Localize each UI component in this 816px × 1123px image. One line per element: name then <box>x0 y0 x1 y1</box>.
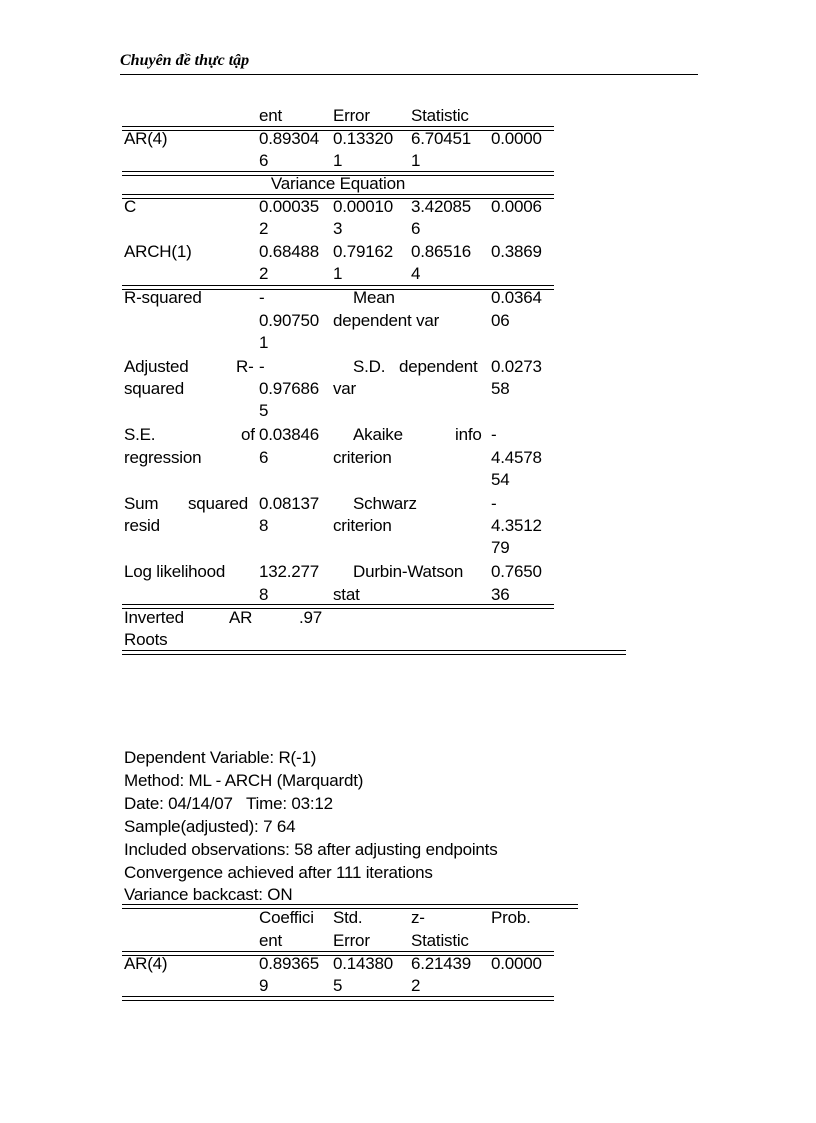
sd-dep-label-b: dependent <box>399 357 478 376</box>
variance-equation-title: Variance Equation <box>270 174 406 193</box>
header-rule <box>120 74 698 75</box>
ar4-se: 0.13320 <box>333 129 394 148</box>
aic-label-cont: criterion <box>333 448 392 467</box>
c-stat: 3.42085 <box>411 197 472 216</box>
stat-label-se: S.E. <box>124 425 156 444</box>
sd-dep-label-cont: var <box>333 379 357 398</box>
arch1-prob: 0.3869 <box>491 242 542 261</box>
c-coef: 0.00035 <box>259 197 320 216</box>
dw-val-cont: 36 <box>491 585 510 604</box>
row-label-c: C <box>124 197 137 216</box>
sd-dep-label: S.D. <box>353 357 386 376</box>
ssr-val: 0.08137 <box>259 494 320 513</box>
roots-val: .97 <box>299 608 323 627</box>
t2-header-coef-cont: ent <box>259 931 283 950</box>
dw-label-cont: stat <box>333 585 360 604</box>
t2-row-label-ar4: AR(4) <box>124 954 168 973</box>
info-method: Method: ML - ARCH (Marquardt) <box>124 771 364 790</box>
stat-label-ssr: Sum <box>124 494 159 513</box>
aic-label-b: info <box>455 425 482 444</box>
sic-label: Schwarz <box>353 494 417 513</box>
se-val-cont: 6 <box>259 448 269 467</box>
ar4-coef-cont: 6 <box>259 151 269 170</box>
ar4-stat-cont: 1 <box>411 151 421 170</box>
stat-label-ssr-cont: resid <box>124 516 160 535</box>
mean-dep-val-cont: 06 <box>491 311 510 330</box>
arch1-se-cont: 1 <box>333 264 343 283</box>
ar4-prob: 0.0000 <box>491 129 542 148</box>
ll-val-cont: 8 <box>259 585 269 604</box>
ll-val: 132.277 <box>259 562 320 581</box>
sic-val-sign: - <box>491 494 497 513</box>
ar4-stat: 6.70451 <box>411 129 472 148</box>
t2-header-se: Std. <box>333 908 363 927</box>
aic-val-cont: 54 <box>491 470 510 489</box>
stat-label-adjr2-cont: squared <box>124 379 185 398</box>
se-val: 0.03846 <box>259 425 320 444</box>
mean-dep-label-cont: dependent var <box>333 311 440 330</box>
row-label-ar4: AR(4) <box>124 129 168 148</box>
dw-label: Durbin-Watson <box>353 562 464 581</box>
info-variance-backcast: Variance backcast: ON <box>124 885 293 904</box>
t2-header-coef: Coeffici <box>259 908 314 927</box>
arch1-coef-cont: 2 <box>259 264 269 283</box>
col-header-stat: Statistic <box>411 106 469 125</box>
stat-label-ll: Log likelihood <box>124 562 226 581</box>
ar4-coef: 0.89304 <box>259 129 320 148</box>
table-rule <box>122 650 626 655</box>
ssr-val-cont: 8 <box>259 516 269 535</box>
col-header-se: Error <box>333 106 370 125</box>
info-dependent-variable: Dependent Variable: R(-1) <box>124 748 317 767</box>
r2-val-sign: - <box>259 288 265 307</box>
adjr2-val-sign: - <box>259 357 265 376</box>
info-date-time: Date: 04/14/07 Time: 03:12 <box>124 794 333 813</box>
sd-dep-val: 0.0273 <box>491 357 542 376</box>
sic-val: 4.3512 <box>491 516 542 535</box>
arch1-coef: 0.68488 <box>259 242 320 261</box>
aic-val: 4.4578 <box>491 448 542 467</box>
ar4-se-cont: 1 <box>333 151 343 170</box>
c-prob: 0.0006 <box>491 197 542 216</box>
t2-ar4-se: 0.14380 <box>333 954 394 973</box>
info-sample: Sample(adjusted): 7 64 <box>124 817 296 836</box>
sd-dep-val-cont: 58 <box>491 379 510 398</box>
c-se: 0.00010 <box>333 197 394 216</box>
aic-label: Akaike <box>353 425 403 444</box>
t2-ar4-se-cont: 5 <box>333 976 343 995</box>
mean-dep-val: 0.0364 <box>491 288 542 307</box>
roots-label: Inverted <box>124 608 184 627</box>
t2-ar4-coef-cont: 9 <box>259 976 269 995</box>
sic-val-cont: 79 <box>491 538 510 557</box>
stat-label-ssr-b: squared <box>188 494 249 513</box>
stat-label-r2: R-squared <box>124 288 202 307</box>
t2-header-prob: Prob. <box>491 908 531 927</box>
stat-label-adjr2: Adjusted <box>124 357 189 376</box>
arch1-stat-cont: 4 <box>411 264 421 283</box>
stat-label-se-cont: regression <box>124 448 202 467</box>
page-header-title: Chuyên đề thực tập <box>120 52 250 69</box>
roots-label-ar: AR <box>229 608 253 627</box>
info-convergence: Convergence achieved after 111 iterations <box>124 863 433 882</box>
arch1-stat: 0.86516 <box>411 242 472 261</box>
t2-ar4-stat-cont: 2 <box>411 976 421 995</box>
stat-label-adjr2-r: R- <box>236 357 254 376</box>
t2-header-se-cont: Error <box>333 931 370 950</box>
t2-header-stat: z- <box>411 908 425 927</box>
table-rule <box>122 604 554 609</box>
c-coef-cont: 2 <box>259 219 269 238</box>
t2-ar4-coef: 0.89365 <box>259 954 320 973</box>
row-label-arch1: ARCH(1) <box>124 242 192 261</box>
sic-label-cont: criterion <box>333 516 392 535</box>
adjr2-val-cont: 5 <box>259 401 269 420</box>
r2-val: 0.90750 <box>259 311 320 330</box>
c-stat-cont: 6 <box>411 219 421 238</box>
c-se-cont: 3 <box>333 219 343 238</box>
info-observations: Included observations: 58 after adjusting endpoints <box>124 840 498 859</box>
roots-label-cont: Roots <box>124 630 168 649</box>
adjr2-val: 0.97686 <box>259 379 320 398</box>
arch1-se: 0.79162 <box>333 242 394 261</box>
t2-ar4-stat: 6.21439 <box>411 954 472 973</box>
mean-dep-label: Mean <box>353 288 395 307</box>
t2-ar4-prob: 0.0000 <box>491 954 542 973</box>
aic-val-sign: - <box>491 425 497 444</box>
r2-val-cont: 1 <box>259 333 269 352</box>
table-rule <box>122 996 554 1001</box>
stat-label-se-of: of <box>241 425 255 444</box>
t2-header-stat-cont: Statistic <box>411 931 469 950</box>
dw-val: 0.7650 <box>491 562 542 581</box>
col-header-coef: ent <box>259 106 283 125</box>
